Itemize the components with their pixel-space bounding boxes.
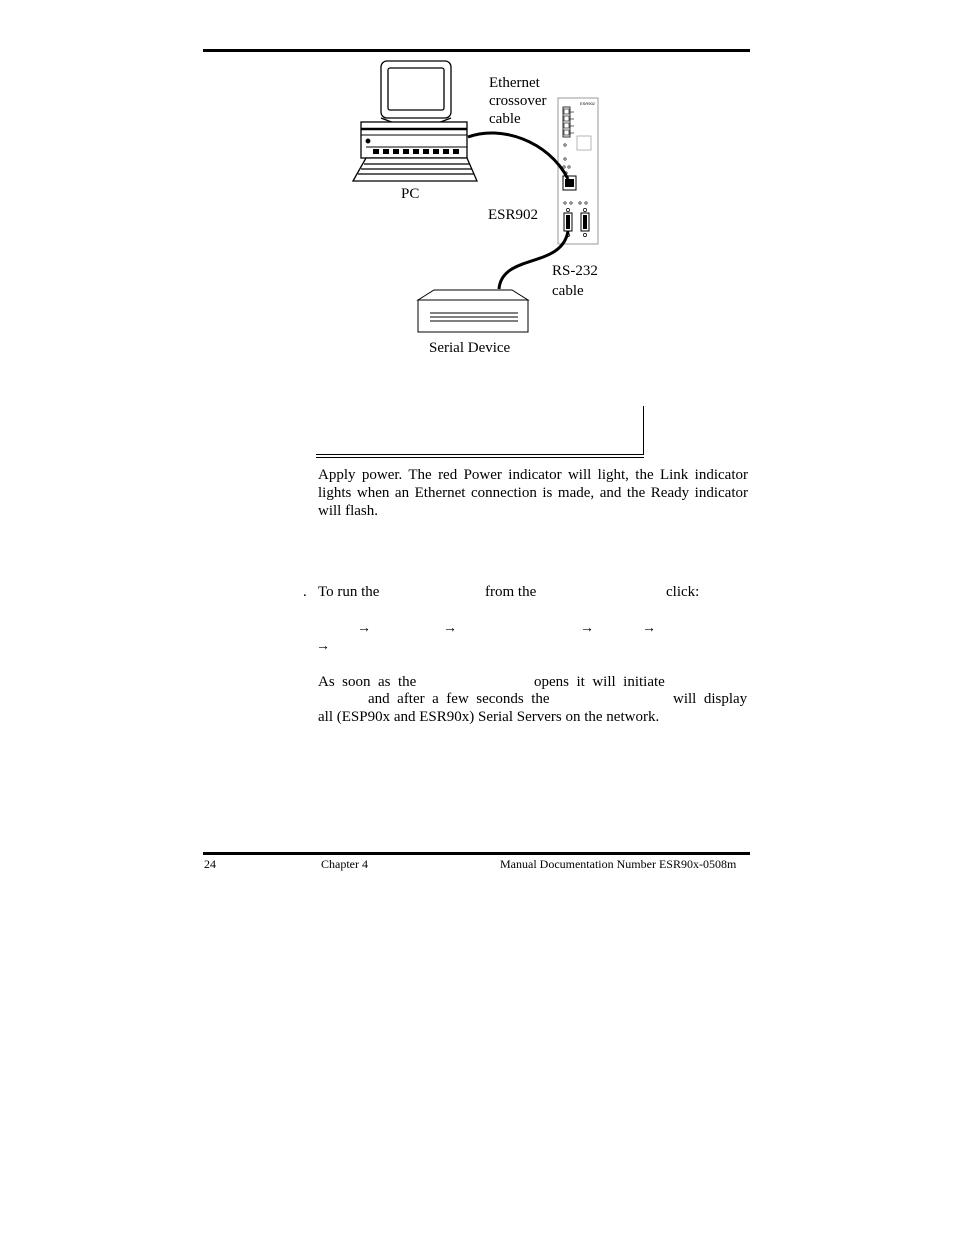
footer-doc-number: Manual Documentation Number ESR90x-0508m xyxy=(500,857,737,871)
footer-page-number: 24 xyxy=(204,857,216,871)
label-rs232-line1: RS-232 xyxy=(552,263,598,279)
label-ethernet-line1: Ethernet xyxy=(489,75,540,91)
diagram-graphic xyxy=(300,55,660,365)
menu-path-arrow-3: → xyxy=(580,621,594,636)
header-rule xyxy=(203,49,750,52)
ethernet-cable xyxy=(468,133,568,179)
run-text-3: click: xyxy=(666,584,700,600)
box-right-edge xyxy=(643,406,644,454)
run-text-1: To run the xyxy=(318,584,380,600)
label-ethernet-line3: cable xyxy=(489,111,521,127)
device-brand: ESR902 xyxy=(580,101,595,106)
menu-path-arrow-1: → xyxy=(357,621,371,636)
connection-diagram xyxy=(300,55,660,365)
label-serial-device: Serial Device xyxy=(429,340,511,356)
as-soon-text-c: and after a few seconds the xyxy=(368,691,550,707)
serial-device-icon xyxy=(418,290,528,332)
label-rs232-cable xyxy=(552,261,598,301)
label-rs232-line2: cable xyxy=(552,283,584,299)
step-marker: . xyxy=(303,584,307,600)
footer-rule xyxy=(203,852,750,855)
run-text-2: from the xyxy=(485,584,537,600)
as-soon-text-d: will display xyxy=(673,691,748,707)
menu-path-arrow-4: → xyxy=(642,621,656,636)
power-paragraph: Apply power. The red Power indicator will light, the Link indicator lights when an Ethernet connection is made, and the Ready indicator will flash. xyxy=(318,467,748,519)
label-ethernet-cable xyxy=(489,74,546,128)
as-soon-text-a: As soon as the xyxy=(318,674,417,690)
box-bottom-edge-1 xyxy=(316,454,644,455)
box-bottom-edge-2 xyxy=(316,457,644,458)
label-ethernet-line2: crossover xyxy=(489,93,547,109)
menu-path-arrow-2: → xyxy=(443,621,457,636)
menu-path-arrow-5: → xyxy=(316,639,330,654)
footer-chapter: Chapter 4 xyxy=(321,857,368,871)
label-pc: PC xyxy=(401,186,420,202)
label-esr902: ESR902 xyxy=(488,207,539,223)
as-soon-text-e: all (ESP90x and ESR90x) Serial Servers on the network. xyxy=(318,709,660,725)
as-soon-text-b: opens it will initiate xyxy=(534,674,665,690)
pc-icon xyxy=(353,61,477,181)
keyboard-keys xyxy=(373,149,459,154)
